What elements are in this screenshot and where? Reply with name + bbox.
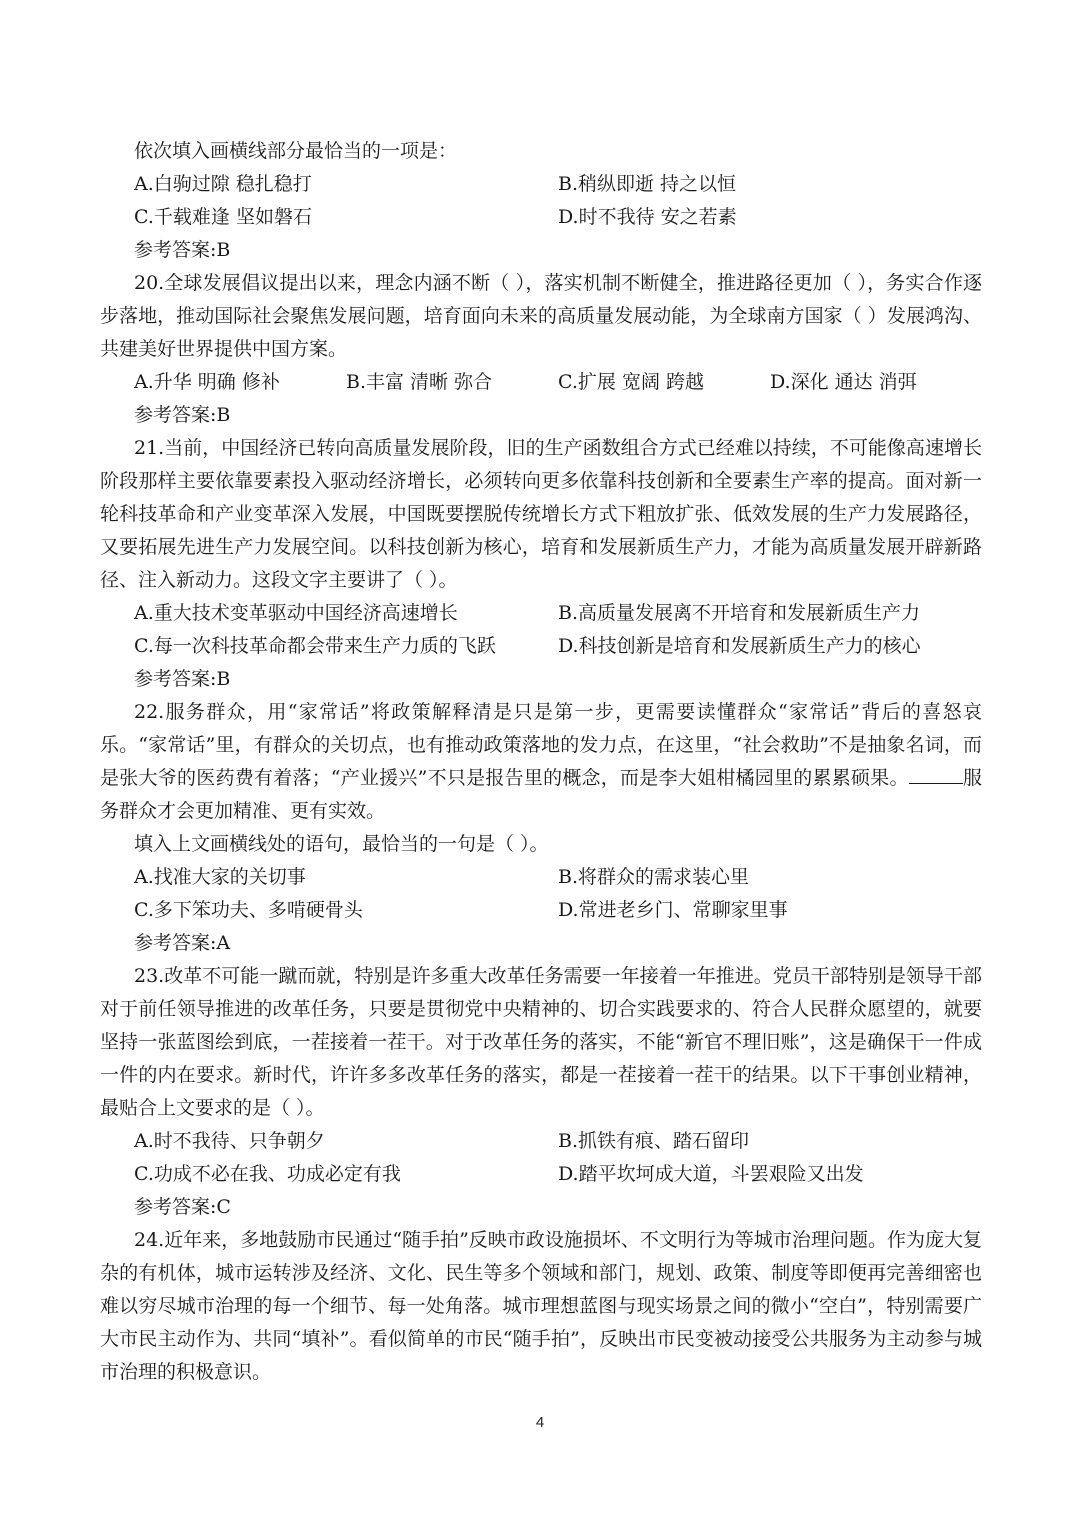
q23-text: 23.改革不可能一蹴而就，特别是许多重大改革任务需要一年接着一年推进。党员干部特别是领导干部对于前任领导推进的改革任务，只要是贯彻党中央精神的、切合实践要求的、符合人民群众愿望的，就要坚持一张蓝图绘到底，一茬接着一茬干。对于改革任务的落实，不能“新官不理旧账”，这是确保干一件成一件的内在要求。新时代，许许多多改革任务的落实，都是一茬接着一茬干的结果。以下干事创业精神，最贴合上文要求的是（ ）。 [100, 965, 982, 1119]
q22-option-b: B.将群众的需求装心里 [558, 866, 750, 888]
q20-option-a: A.升华 明确 修补 [134, 371, 280, 393]
q20-option-d: D.深化 通达 消弭 [770, 371, 917, 393]
q19-option-d: D.时不我待 安之若素 [558, 206, 737, 228]
page-content [100, 135, 982, 1389]
q24-text: 24.近年来，多地鼓励市民通过“随手拍”反映市政设施损坏、不文明行为等城市治理问题。作为庞大复杂的有机体，城市运转涉及经济、文化、民生等多个领域和部门，规划、政策、制度等即便再完善细密也难以穷尽城市治理的每一个细节、每一处角落。城市理想蓝图与现实场景之间的微小“空白”，特别需要广大市民主动作为、共同“填补”。看似简单的市民“随手拍”，反映出市民变被动接受公共服务为主动参与城市治理的积极意识。 [100, 1229, 982, 1383]
q21-answer: 参考答案:B [134, 668, 231, 690]
q21-text: 21.当前，中国经济已转向高质量发展阶段，旧的生产函数组合方式已经难以持续，不可能像高速增长阶段那样主要依靠要素投入驱动经济增长，必须转向更多依靠科技创新和全要素生产率的提高。面对新一轮科技革命和产业变革深入发展，中国既要摆脱传统增长方式下粗放扩张、低效发展的生产力发展路径，又要拓展先进生产力发展空间。以科技创新为核心，培育和发展新质生产力，才能为高质量发展开辟新路径、注入新动力。这段文字主要讲了（ ）。 [100, 437, 982, 591]
q20-text: 20.全球发展倡议提出以来，理念内涵不断（ ），落实机制不断健全，推进路径更加（ ），务实合作逐步落地，推动国际社会聚焦发展问题，培育面向未来的高质量发展动能，为全球南方国家（ ）发展鸿沟、共建美好世界提供中国方案。 [100, 272, 982, 360]
q21-option-b: B.高质量发展离不开培育和发展新质生产力 [558, 602, 921, 624]
q23-answer: 参考答案:C [134, 1196, 231, 1218]
q19-answer: 参考答案:B [134, 239, 231, 261]
q21-option-c: C.每一次科技革命都会带来生产力质的飞跃 [134, 635, 496, 657]
q22-text-before: 22.服务群众，用“家常话”将政策解释清是只是第一步，更需要读懂群众“家常话”背后的喜怒哀乐。“家常话”里，有群众的关切点，也有推动政策落地的发力点，在这里，“社会救助”不是抽象名词，而是张大爷的医药费有着落；“产业援兴”不只是报告里的概念，而是李大姐柑橘园里的累累硕果。 [100, 701, 982, 789]
answer-blank-line [909, 765, 963, 784]
q22-text-after: 服务群众才会更加精准、更有实效。 [100, 767, 982, 822]
q23-option-a: A.时不我待、只争朝夕 [134, 1130, 325, 1152]
q19-options-row-2 [100, 201, 982, 234]
q20-answer: 参考答案:B [134, 404, 231, 426]
q23-options-row-2 [100, 1158, 982, 1191]
q21-option-a: A.重大技术变革驱动中国经济高速增长 [134, 602, 458, 624]
q23-option-c: C.功成不必在我、功成必定有我 [134, 1163, 401, 1185]
q20-option-c: C.扩展 宽阔 跨越 [558, 371, 704, 393]
q21-option-d: D.科技创新是培育和发展新质生产力的核心 [558, 635, 921, 657]
page-number: 4 [535, 1414, 545, 1431]
q21-options-row-1 [100, 597, 982, 630]
q22-options-row-2 [100, 894, 982, 927]
q22-text [100, 696, 982, 828]
q22-answer: 参考答案:A [134, 932, 231, 954]
q22-option-d: D.常进老乡门、常聊家里事 [558, 899, 788, 921]
q19-option-b: B.稍纵即逝 持之以恒 [558, 173, 737, 195]
q22-options-row-1 [100, 861, 982, 894]
q22-prompt: 填入上文画横线处的语句，最恰当的一句是（ ）。 [134, 833, 549, 855]
q19-options-row-1 [100, 168, 982, 201]
q19-option-a: A.白驹过隙 稳扎稳打 [134, 173, 312, 195]
q23-option-b: B.抓铁有痕、踏石留印 [558, 1130, 750, 1152]
q19-option-c: C.千载难逢 坚如磐石 [134, 206, 312, 228]
q22-option-c: C.多下笨功夫、多啃硬骨头 [134, 899, 363, 921]
q20-options-row [100, 366, 982, 399]
q19-prompt: 依次填入画横线部分最恰当的一项是： [134, 140, 458, 162]
q23-options-row-1 [100, 1125, 982, 1158]
q21-options-row-2 [100, 630, 982, 663]
q23-option-d: D.踏平坎坷成大道，斗罢艰险又出发 [558, 1163, 864, 1185]
q22-option-a: A.找准大家的关切事 [134, 866, 306, 888]
q20-option-b: B.丰富 清晰 弥合 [346, 371, 493, 393]
